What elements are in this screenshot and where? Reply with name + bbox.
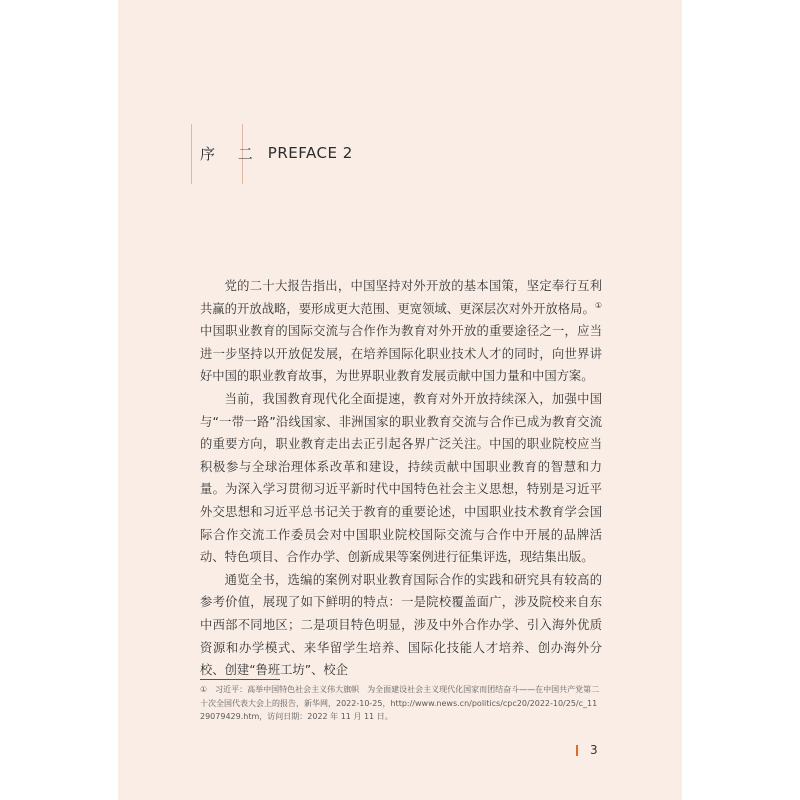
footnote-marker[interactable]: ① — [594, 300, 602, 310]
heading-chinese: 序 二 — [200, 144, 262, 163]
paragraph-2: 当前，我国教育现代化全面提速，教育对外开放持续深入，加强中国与“一带一路”沿线国家、非洲国家的职业教育交流与合作已成为教育交流的重要方向，职业教育走出去正引起各界广泛关注。中国的职业院校应当积极参与全球治理体系改革和建设，持续贡献中国职业教育的智慧和力量。为深入学习贯彻习近平新时代中国特色社会主义思想，特别是习近平外交思想和习近平总书记关于教育的重要论述，中国职业技术教育学会国际合作交流工作委员会对中国职业院校国际交流与合作中开展的品牌活动、特色项目、合作办学、创新成果等案例进行征集评选，现结集出版。 — [200, 391, 602, 565]
body-text — [200, 275, 602, 682]
footnote: ① 习近平：高举中国特色社会主义伟大旗帜 为全面建设社会主义现代化国家而团结奋斗——在中国共产党第二十次全国代表大会上的报告，新华网，2022-10-25，http://www.news.cn/politics/cpc20/2022-10/25/c_1129079429.htm，访问日期：2022 年 11 月 11 日。 — [200, 685, 600, 722]
heading-rule-left — [191, 124, 192, 184]
footnote-divider — [200, 679, 280, 680]
paragraph-1 — [200, 275, 602, 388]
page-number-bar — [576, 745, 578, 756]
section-heading — [200, 143, 353, 163]
paragraph-3: 通览全书，选编的案例对职业教育国际合作的实践和研究具有较高的参考价值，展现了如下鲜明的特点：一是院校覆盖面广，涉及院校来自东中西部不同地区；二是项目特色明显，涉及中外合作办学、引入海外优质资源和办学模式、来华留学生培养、国际化技能人才培养、创办海外分校、创建“鲁班工坊”、校企 — [200, 572, 602, 678]
page-number: 3 — [590, 743, 598, 757]
heading-english: PREFACE 2 — [267, 144, 353, 162]
paragraph-1-part-b: 中国职业教育的国际交流与合作作为教育对外开放的重要途径之一，应当进一步坚持以开放促发展，在培养国际化职业技术人才的同时，向世界讲好中国的职业教育故事，为世界职业教育发展贡献中国力量和中国方案。 — [200, 324, 602, 384]
paragraph-1-part-a: 党的二十大报告指出，中国坚持对外开放的基本国策，坚定奉行互利共赢的开放战略，要形成更大范围、更宽领域、更深层次对外开放格局。 — [200, 279, 602, 316]
